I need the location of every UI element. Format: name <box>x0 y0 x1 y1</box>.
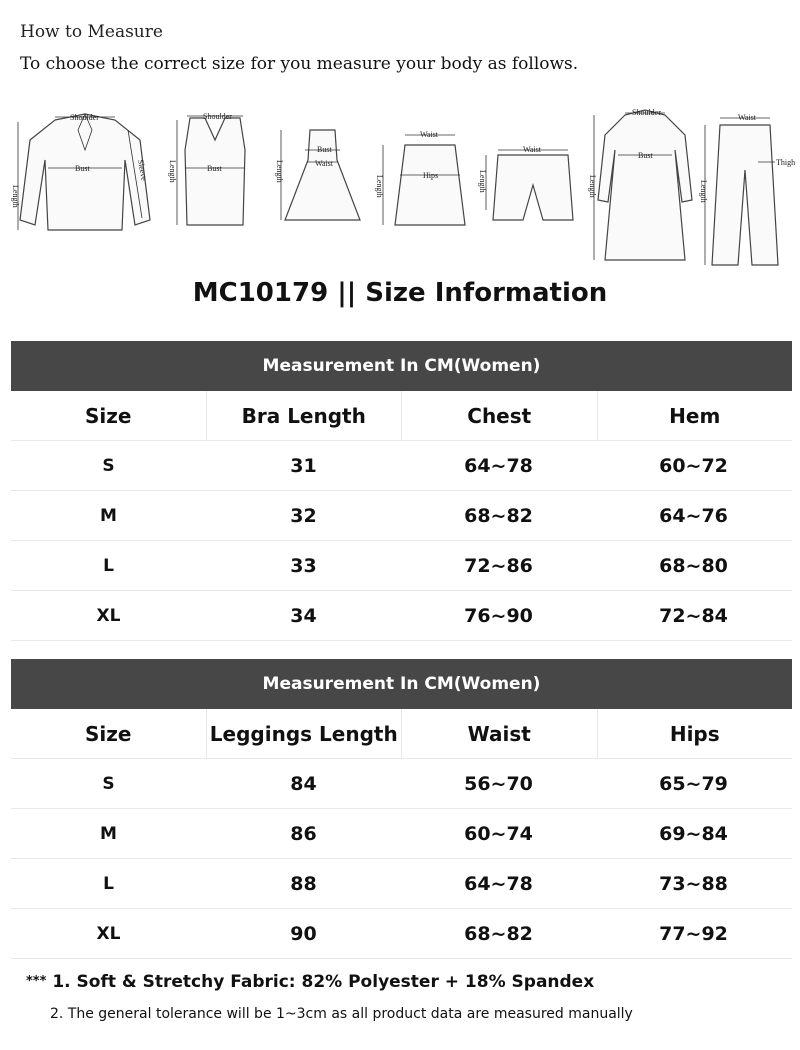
length-label: Length <box>699 180 708 203</box>
table-cell: XL <box>96 605 121 626</box>
table-header-row <box>11 391 792 441</box>
shoulder-label: Shoulder <box>70 113 99 122</box>
page-title: MC10179 || Size Information <box>192 278 608 308</box>
size-table-bottom <box>11 659 792 959</box>
bust-label: Bust <box>638 151 653 160</box>
table-row <box>11 491 792 541</box>
table-cell: 86 <box>290 822 317 845</box>
table-row <box>11 809 792 859</box>
table-cell: 90 <box>290 922 317 945</box>
table-cell: L <box>103 873 114 894</box>
table-cell: 73~88 <box>659 872 728 895</box>
table-cell: L <box>103 555 114 576</box>
table-heading: Measurement In CM(Women) <box>11 341 792 391</box>
table-cell: S <box>102 773 115 794</box>
waist-label: Waist <box>738 113 757 122</box>
table-cell: 88 <box>290 872 317 895</box>
table-cell: 64~78 <box>464 872 533 895</box>
table-row <box>11 541 792 591</box>
waist-label: Waist <box>315 159 334 168</box>
table-cell: 31 <box>290 454 317 477</box>
table-cell: 68~80 <box>659 554 728 577</box>
length-label: Length <box>375 175 384 198</box>
table-header-row <box>11 709 792 759</box>
shorts-diagram <box>478 100 588 250</box>
table-cell: 64~78 <box>464 454 533 477</box>
table-cell: 72~84 <box>659 604 728 627</box>
table-cell: 76~90 <box>464 604 533 627</box>
table-row <box>11 441 792 491</box>
table-cell: 68~82 <box>464 922 533 945</box>
length-label: Length <box>478 170 487 193</box>
bust-label: Bust <box>207 164 222 173</box>
table-cell: 60~72 <box>659 454 728 477</box>
coat-diagram <box>590 100 700 270</box>
table-cell: 65~79 <box>659 772 728 795</box>
note-stars: *** <box>26 974 47 989</box>
table-cell: M <box>100 505 117 526</box>
waist-label: Waist <box>523 145 542 154</box>
length-label: Length <box>168 160 177 183</box>
table-row <box>11 859 792 909</box>
dress-diagram <box>275 100 370 250</box>
blouse-diagram <box>10 100 160 250</box>
table-heading: Measurement In CM(Women) <box>11 659 792 709</box>
length-label: Length <box>275 160 284 183</box>
intro-subtitle: To choose the correct size for you measure your body as follows. <box>20 54 579 74</box>
waist-label: Waist <box>420 130 439 139</box>
column-header: Hips <box>597 709 793 758</box>
table-row <box>11 759 792 809</box>
table-row <box>11 909 792 959</box>
hips-label: Hips <box>423 171 439 180</box>
length-label: Length <box>588 175 597 198</box>
column-header: Bra Length <box>206 391 402 440</box>
table-cell: 56~70 <box>464 772 533 795</box>
column-header: Waist <box>401 709 597 758</box>
intro-title: How to Measure <box>20 22 163 42</box>
column-header: Size <box>85 721 132 746</box>
sleeve-label: Sleeve <box>136 158 149 182</box>
fabric-note-text: 1. Soft & Stretchy Fabric: 82% Polyester + 18% Spandex <box>52 972 595 992</box>
size-table-top <box>11 341 792 641</box>
thigh-label: Thigh <box>776 158 796 167</box>
skirt-diagram <box>375 100 475 250</box>
trousers-diagram <box>700 100 800 270</box>
table-cell: 72~86 <box>464 554 533 577</box>
tolerance-note: 2. The general tolerance will be 1~3cm as all product data are measured manually <box>50 1006 633 1022</box>
table-cell: 77~92 <box>659 922 728 945</box>
column-header: Leggings Length <box>206 709 402 758</box>
table-cell: 69~84 <box>659 822 728 845</box>
column-header: Hem <box>597 391 793 440</box>
table-cell: 84 <box>290 772 317 795</box>
length-label: Length <box>11 185 20 208</box>
table-cell: S <box>102 455 115 476</box>
bust-label: Bust <box>317 145 332 154</box>
shoulder-label: Shoulder <box>203 112 232 121</box>
bust-label: Bust <box>75 164 90 173</box>
measurement-diagrams <box>0 100 800 275</box>
column-header: Size <box>85 403 132 428</box>
shoulder-label: Shoulder <box>632 108 661 117</box>
table-row <box>11 591 792 641</box>
table-cell: XL <box>96 923 121 944</box>
table-cell: 64~76 <box>659 504 728 527</box>
table-cell: 32 <box>290 504 317 527</box>
tank-top-diagram <box>165 100 265 250</box>
column-header: Chest <box>401 391 597 440</box>
table-cell: M <box>100 823 117 844</box>
table-cell: 33 <box>290 554 317 577</box>
table-cell: 60~74 <box>464 822 533 845</box>
table-cell: 68~82 <box>464 504 533 527</box>
table-cell: 34 <box>290 604 317 627</box>
fabric-note <box>26 972 594 992</box>
